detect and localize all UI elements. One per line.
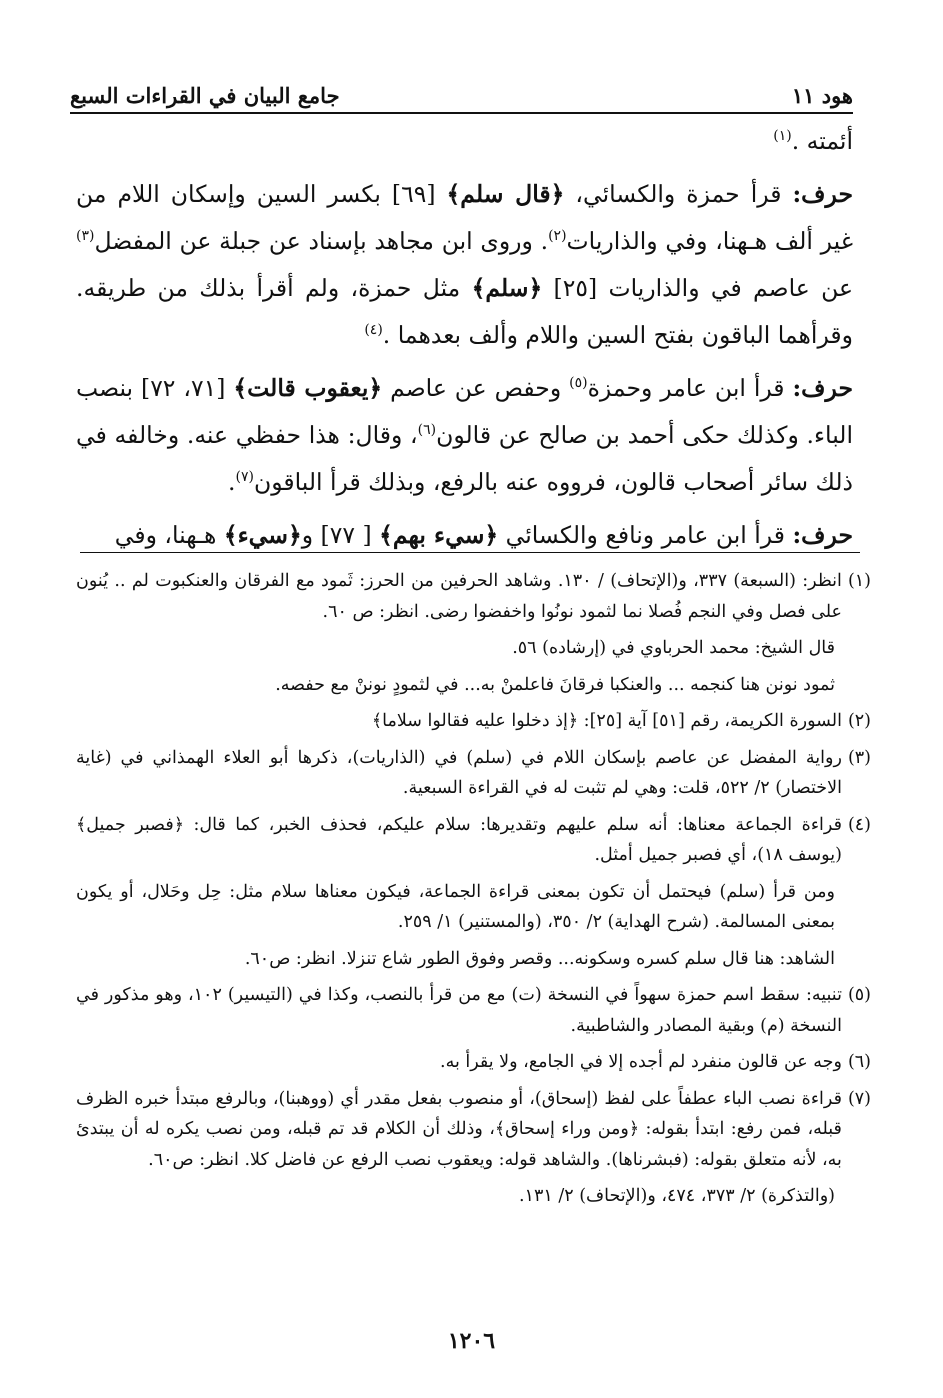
footnote-6 — [76, 1047, 871, 1078]
footnote-ref: (٥) — [569, 375, 588, 392]
page-number: ١٢٠٦ — [447, 1328, 496, 1354]
paragraph-harf-2: حرف: قرأ ابن عامر وحمزة$^{(٥)}$ وحفص عن عاصم ﴿يعقوب قالت﴾ [٧١، ٧٢] بنصب الباء. وكذلك حكى أحمد بن صالح عن قالون$^{(٦)}$، وقال: هذا حفظي عنه. وخالفه في ذلك سائر أصحاب قالون، فرووه عنه بالرفع، وبذلك قرأ الباقون$^{(٧)}$. — [76, 374, 854, 496]
footnote-rule — [80, 552, 860, 553]
quran-quote: ﴿قال سلم﴾ — [446, 180, 565, 208]
footnote-number: (٢) — [847, 711, 871, 731]
footnote-text: قراءة نصب الباء عطفاً على لفظ (إسحاق)، أو منصوب بفعل مقدر أي (ووهبنا)، وبالرفع مبتدأ خبره الظرف قبله، فمن رفع: ابتدأ بقوله: ﴿ومن وراء إسحاق﴾، وذلك أن الكلام قد تم قبله، ومن نصب يكره له أن يبتدئ به، لأنه متعلق بقوله: (فبشرناها). والشاهد قوله: ويعقوب نصب الرفع عن فاضل كلا. انظر: ص٦٠. — [76, 1088, 842, 1170]
footnote-text: تنبيه: سقط اسم حمزة سهواً في النسخة (ت) مع من قرأ بالنصب، وكذا في (التيسير) ١٠٢، وهو مذكور في النسخة (م) وبقية المصادر والشاطبية. — [76, 985, 842, 1036]
paragraph-harf-1: حرف: قرأ حمزة والكسائي، ﴿قال سلم﴾ [٦٩] بكسر السين وإسكان اللام من غير ألف هـهنا، وفي والذاريات$^{(٢)}$. وروى ابن مجاهد بإسناد عن جبلة عن المفضل$^{(٣)}$ عن عاصم في والذاريات [٢٥] ﴿سلم﴾ مثل حمزة، ولم أقرأ بذلك من طريقه. وقرأهما الباقون بفتح السين واللام وألف بعدهما .$^{(٤)}$ — [76, 180, 854, 349]
footnote-number: (٣) — [847, 747, 871, 768]
footnote-ref: (٤) — [364, 322, 383, 339]
footnote-7-references: (والتذكرة) ٢/ ٣٧٣، ٤٧٤، و(الإتحاف) ٢/ ١٣١. — [518, 1186, 835, 1206]
footnote-number: (٦) — [847, 1052, 871, 1072]
footnote-text: وجه عن قالون منفرد لم أجده إلا في الجامع، ولا يقرأ به. — [440, 1052, 842, 1072]
quran-quote: ﴿سلم﴾ — [471, 274, 543, 302]
quran-quote: ﴿سيء﴾ — [223, 521, 302, 549]
footnote-4 — [76, 810, 871, 871]
footnote-5 — [76, 980, 871, 1041]
footnote-text: قراءة الجماعة معناها: أنه سلم عليهم وتقديرها: سلام عليكم، فحذف الخبر، كما قال: ﴿فصبر جميل﴾ (يوسف ١٨)، أي فصبر جميل أمثل. — [76, 814, 842, 865]
footnote-ref: (٦) — [417, 422, 437, 439]
quran-quote: ﴿يعقوب قالت﴾ — [233, 374, 383, 402]
footnote-3 — [76, 743, 871, 804]
running-header — [70, 68, 853, 108]
footnote-1-verse: ثمود نونن هنا كنجمه ... والعنكبا فرقانَ فاعلمنْ به... في لثمودٍ نوننْ مع حفصه. — [275, 674, 835, 695]
footnote-number: (٥) — [847, 985, 871, 1005]
footnote-number: (٧) — [847, 1088, 871, 1109]
footnote-text: السورة الكريمة، رقم [٥١] آية [٢٥]: ﴿إذ دخلوا عليه فقالوا سلاما﴾ — [371, 711, 842, 731]
header-rule — [70, 112, 853, 114]
footnote-4-witness: الشاهد: هنا قال سلم كسره وسكونه... وقصر وفوق الطور شاع تنزلا. انظر: ص٦٠. — [244, 948, 835, 969]
footnote-1-continuation: قال الشيخ: محمد الحرباوي في (إرشاده) ٥٦. — [512, 638, 835, 658]
paragraph-harf-3: حرف: قرأ ابن عامر ونافع والكسائي ﴿سيء بهم﴾ [ ٧٧] و﴿سيء﴾ هـهنا، وفي — [114, 521, 853, 549]
footnotes — [76, 566, 871, 1218]
footnote-text: رواية المفضل عن عاصم بإسكان اللام في (سلم) في (الذاريات)، ذكرها أبو العلاء الهمذاني في (غاية الاختصار) ٢/ ٥٢٢، قلت: وهي لم تثبت له في القراءة السبعية. — [76, 747, 842, 798]
footnote-ref: (٣) — [76, 228, 95, 245]
harf-label: حرف: — [792, 374, 854, 402]
footnote-2 — [76, 706, 871, 737]
footnote-number: (٤) — [847, 814, 871, 835]
quran-quote: ﴿سيء بهم﴾ — [379, 521, 499, 549]
footnote-ref: (١) — [773, 128, 792, 145]
main-text — [76, 118, 853, 565]
footnote-ref: (٢) — [548, 228, 567, 245]
header-surah: هود ١١ — [791, 83, 853, 108]
paragraph-continuation: أئمته .$^{(١)}$ — [773, 127, 853, 155]
footnote-number: (١) — [847, 571, 871, 591]
footnote-text: انظر: (السبعة) ٣٣٧، و(الإتحاف) / ١٣٠. وشاهد الحرفين من الحرز: ثَمود مع الفرقان والعنكبوت لم .. يُنون على فصل وفي النجم فُصلا نما لثمود نونُوا واخفضوا رضى. انظر: ص ٦٠. — [76, 571, 842, 622]
footnote-ref: (٧) — [235, 469, 254, 486]
harf-label: حرف: — [792, 180, 853, 208]
footnote-1 — [76, 566, 871, 627]
header-book-title: جامع البيان في القراءات السبع — [70, 83, 340, 108]
harf-label: حرف: — [792, 521, 853, 549]
footnote-7 — [76, 1084, 871, 1176]
footnote-4-continuation: ومن قرأ (سلم) فيحتمل أن تكون بمعنى قراءة الجماعة، فيكون معناها سلام مثل: حِل وحَلال، أو يكون بمعنى المسالمة. (شرح الهداية) ٢/ ٣٥٠، (والمستنير) ١/ ٢٥٩. — [76, 881, 835, 932]
